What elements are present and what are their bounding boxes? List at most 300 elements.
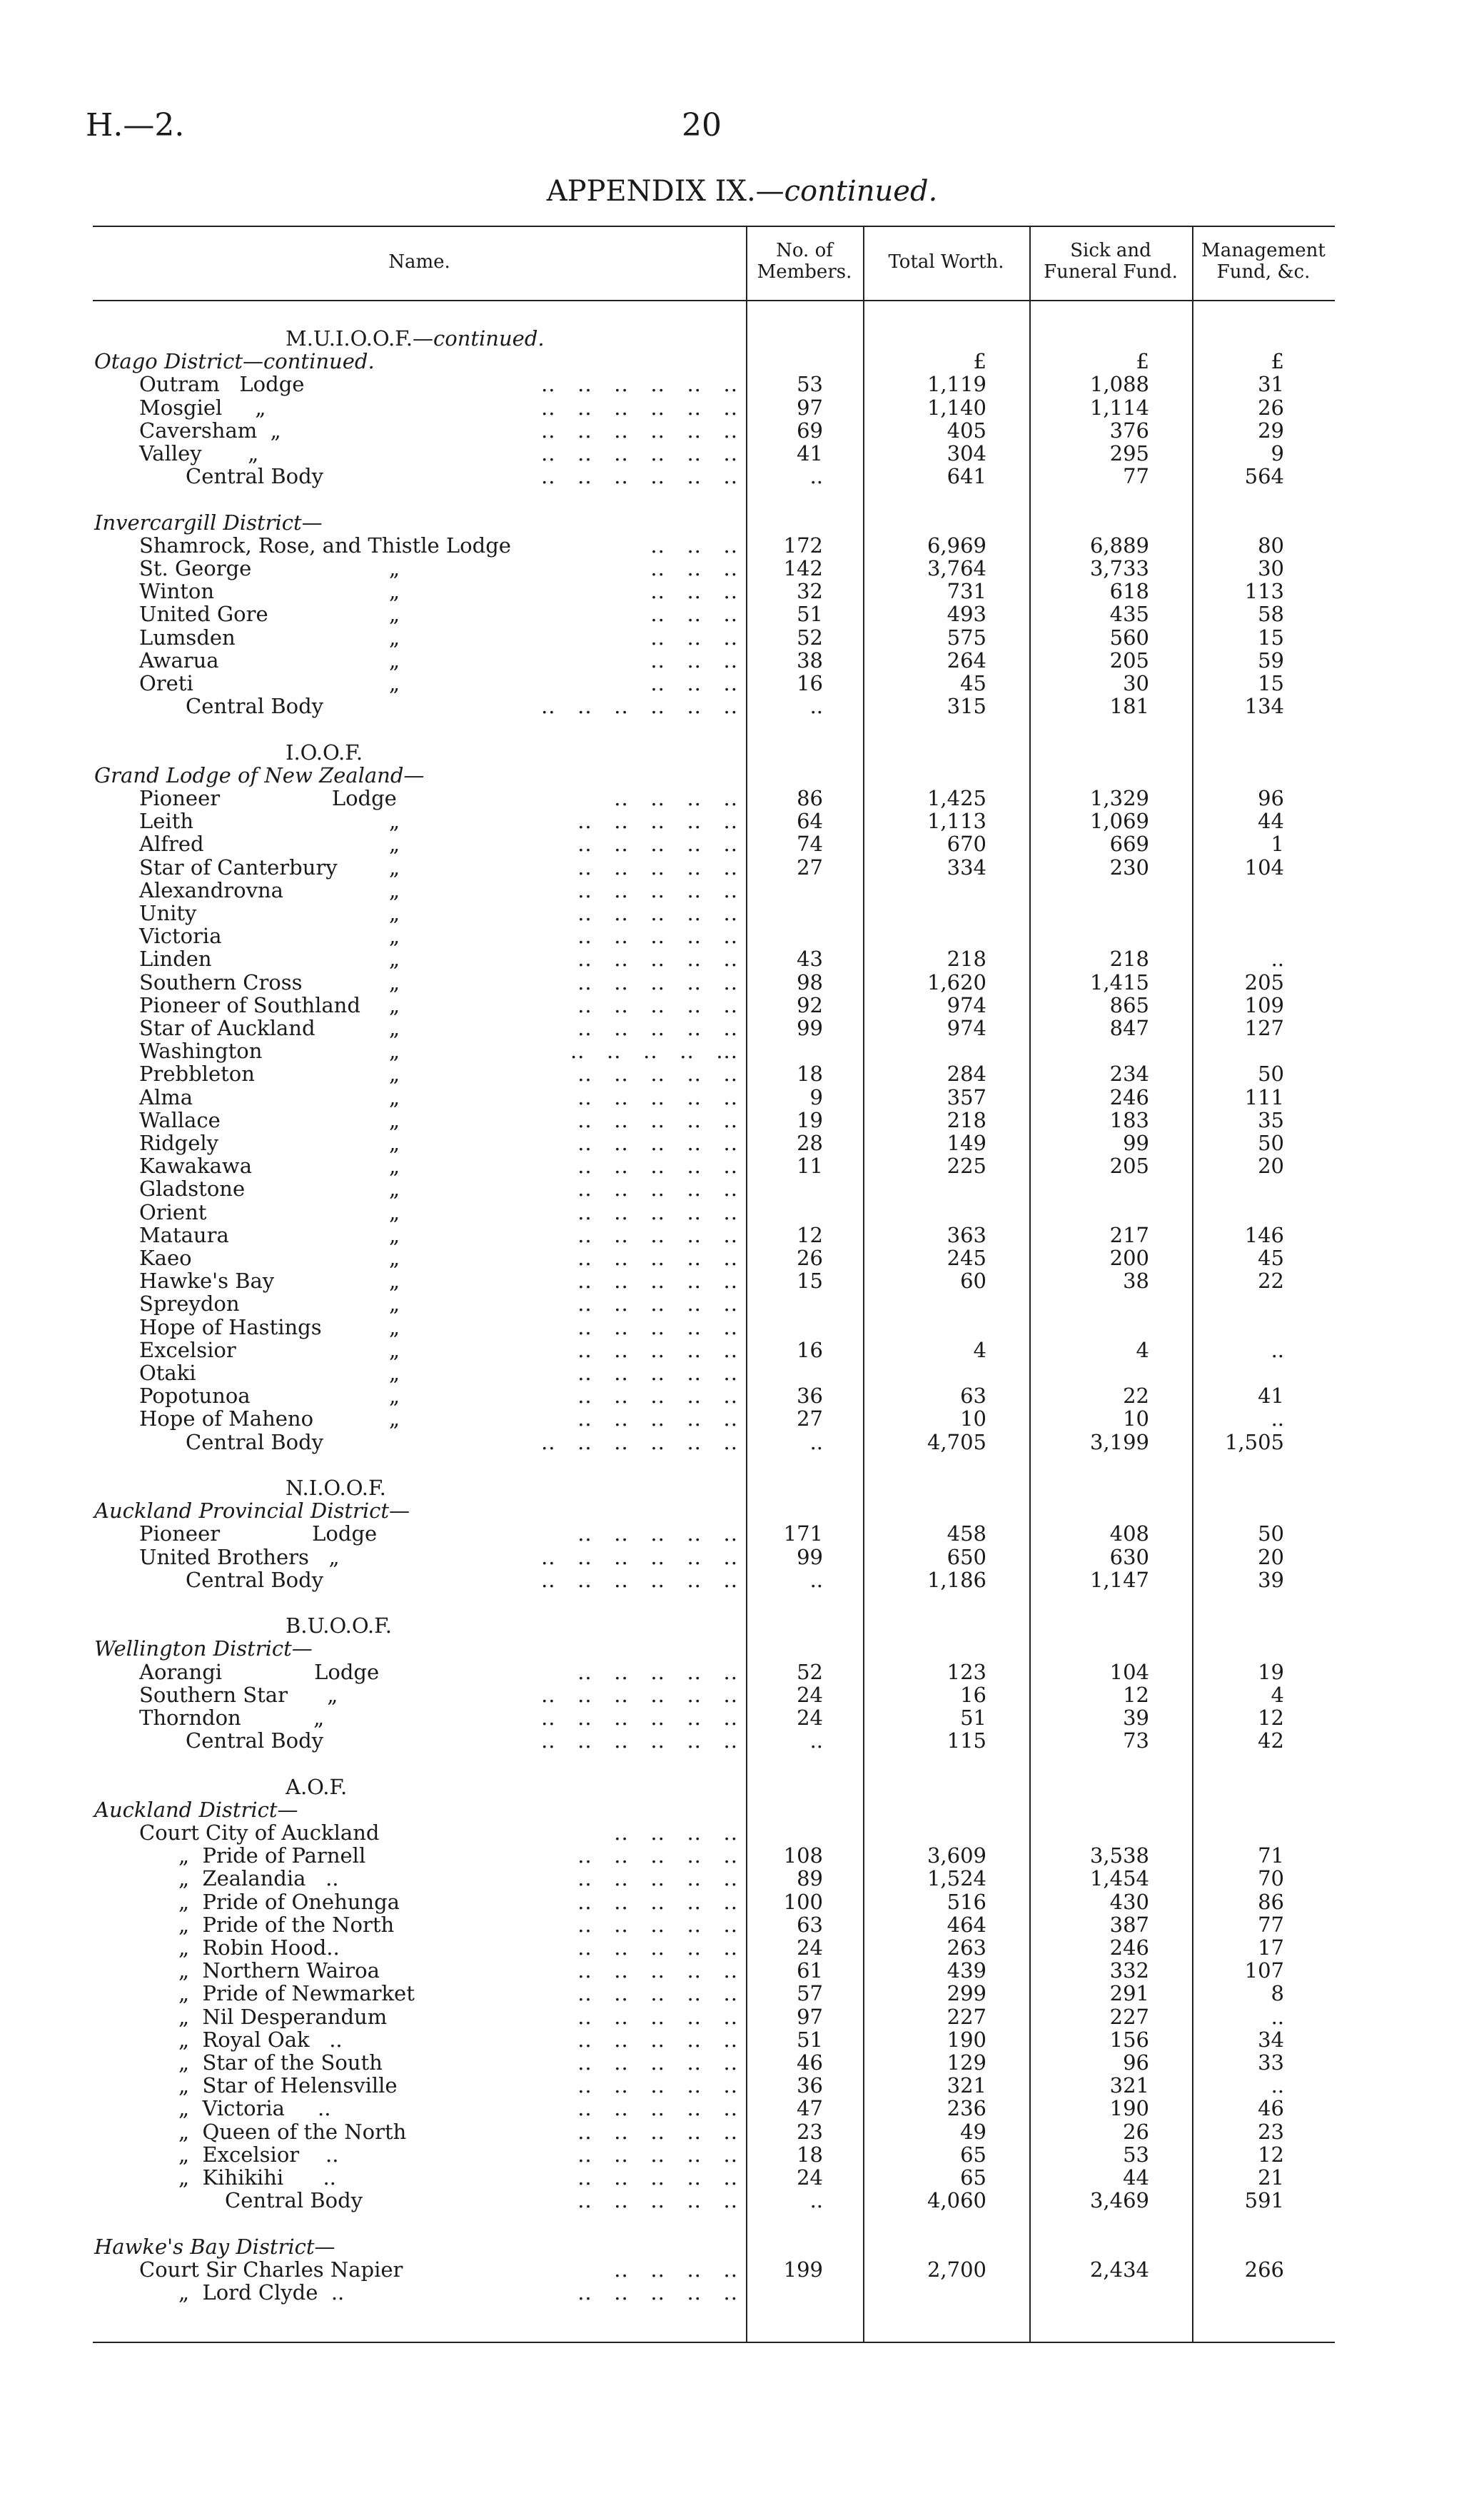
- total-worth-cell: 115: [947, 1728, 986, 1753]
- management-fund-cell: 146: [1244, 1223, 1284, 1247]
- leader-dots: .. .. .. .. ..: [577, 1154, 738, 1178]
- lodge-name-text: Mataura: [139, 1223, 229, 1247]
- leader-dots: .. .. .. .. ..: [577, 1131, 738, 1155]
- members-cell: 38: [797, 648, 823, 673]
- district-name-text: Wellington District—: [94, 1636, 313, 1661]
- lodge-name: [186, 465, 323, 488]
- lodge-name-text: „ Pride of Parnell: [178, 1843, 366, 1868]
- table-row: [0, 1247, 1484, 1269]
- district-name: [94, 1499, 410, 1522]
- table-row: [0, 1522, 1484, 1545]
- table-row: [0, 994, 1484, 1017]
- table-row: [0, 2028, 1484, 2051]
- district-name: [94, 2235, 335, 2258]
- lodge-name: [139, 1661, 379, 1683]
- leader-dots: .. .. .. .. ..: [577, 1958, 738, 1983]
- society-heading: [0, 1476, 1484, 1499]
- management-fund-cell: 23: [1258, 2120, 1284, 2144]
- table-row: [0, 672, 1484, 695]
- sick-fund-cell: 190: [1109, 2096, 1149, 2120]
- leader-dots: .. .. .. .. ..: [577, 1338, 738, 1362]
- total-worth-cell: 264: [947, 648, 986, 673]
- ditto-mark: „: [389, 1338, 400, 1362]
- table-row: [0, 1706, 1484, 1729]
- lodge-name: [139, 534, 511, 557]
- appendix-title-continued: continued.: [784, 175, 938, 208]
- leader-dots: .. .. .. .. ..: [577, 901, 738, 925]
- lodge-name-text: Hope of Maheno: [139, 1406, 314, 1431]
- district-name: [94, 1798, 298, 1821]
- leader-dots: .. .. .. .. ..: [577, 1521, 738, 1546]
- lodge-name-text: Linden: [139, 947, 212, 971]
- table-row: [0, 787, 1484, 810]
- district-heading: [0, 1499, 1484, 1522]
- table-row: [0, 2074, 1484, 2097]
- management-fund-cell: 34: [1258, 2028, 1284, 2052]
- sick-fund-cell: 3,538: [1089, 1843, 1149, 1868]
- total-worth-cell: 65: [960, 2142, 986, 2167]
- total-worth-cell: 245: [947, 1246, 986, 1270]
- leader-dots: .. .. .. .. ..: [577, 1108, 738, 1132]
- leader-dots: .. .. .. .. .. ..: [541, 418, 738, 443]
- ditto-mark: „: [389, 993, 400, 1017]
- sick-fund-cell: 205: [1109, 648, 1149, 673]
- lodge-name: [139, 1017, 316, 1039]
- members-cell: 100: [783, 1890, 823, 1914]
- members-cell: 64: [797, 809, 823, 833]
- leader-dots: .. .. .. .. ..: [577, 2005, 738, 2029]
- table-row: [0, 1086, 1484, 1109]
- column-header-management: [1192, 240, 1335, 283]
- sick-fund-cell: 3,469: [1089, 2188, 1149, 2212]
- members-cell: 26: [797, 1246, 823, 1270]
- lodge-name-text: „ Star of the South: [178, 2050, 383, 2075]
- table-row: [0, 1109, 1484, 1132]
- lodge-name-text: Winton: [139, 579, 215, 603]
- lodge-name: [178, 2143, 338, 2166]
- leader-dots: .. .. .. .. ..: [577, 1660, 738, 1684]
- ditto-mark: „: [389, 947, 400, 971]
- members-cell: 24: [797, 1683, 823, 1707]
- lodge-name-text: Court City of Auckland: [139, 1820, 380, 1845]
- total-worth-cell: 51: [960, 1706, 986, 1730]
- members-cell: 53: [797, 372, 823, 396]
- leader-dots: .. .. .. .. ..: [577, 1200, 738, 1224]
- table-row: [0, 1959, 1484, 1982]
- society-name-text: I.O.O.F.: [286, 740, 363, 765]
- sick-fund-cell: 12: [1123, 1683, 1149, 1707]
- central-body-row: [0, 1431, 1484, 1454]
- table-row: [0, 947, 1484, 970]
- district-heading: [0, 350, 1484, 373]
- table-row: [0, 856, 1484, 879]
- members-cell: 43: [797, 947, 823, 971]
- members-cell: 89: [797, 1866, 823, 1890]
- sick-fund-cell: 104: [1109, 1660, 1149, 1684]
- lodge-name: [186, 1568, 323, 1591]
- ditto-mark: „: [389, 901, 400, 925]
- table-row: [0, 1017, 1484, 1039]
- table-row: [0, 1269, 1484, 1292]
- sick-fund-cell: 218: [1109, 947, 1149, 971]
- lodge-name: [139, 925, 222, 947]
- members-cell: 27: [797, 1406, 823, 1431]
- members-cell: 51: [797, 2028, 823, 2052]
- members-cell: 92: [797, 993, 823, 1017]
- total-worth-cell: 516: [947, 1890, 986, 1914]
- table-row: [0, 396, 1484, 419]
- leader-dots: .. .. .. .. ..: [577, 1406, 738, 1431]
- district-name: [94, 764, 424, 787]
- lodge-name: [139, 419, 281, 442]
- lodge-name: [139, 1132, 218, 1154]
- ditto-mark: „: [389, 1406, 400, 1431]
- table-row: [0, 2258, 1484, 2281]
- sick-fund-cell: 6,889: [1089, 533, 1149, 558]
- table-row: [0, 1224, 1484, 1247]
- total-worth-cell: 60: [960, 1269, 986, 1293]
- table-row: [0, 1913, 1484, 1936]
- management-fund-cell: 564: [1244, 464, 1284, 488]
- sick-fund-cell: 30: [1123, 671, 1149, 695]
- management-fund-cell: ..: [1271, 947, 1284, 971]
- lodge-name-text: Outram Lodge: [139, 372, 305, 396]
- ditto-mark: „: [389, 1361, 400, 1385]
- lodge-name: [139, 1292, 240, 1315]
- leader-dots: .. .. ..: [650, 579, 738, 603]
- lodge-name: [178, 2028, 343, 2051]
- management-fund-cell: 15: [1258, 671, 1284, 695]
- members-cell: 23: [797, 2120, 823, 2144]
- sick-fund-cell: 22: [1123, 1384, 1149, 1408]
- leader-dots: .. .. .. .. ..: [577, 1223, 738, 1247]
- society-name: [286, 327, 545, 350]
- lodge-name-text: Southern Star „: [139, 1683, 338, 1707]
- management-fund-cell: 19: [1258, 1660, 1284, 1684]
- members-cell: 171: [783, 1521, 823, 1546]
- lodge-name: [178, 1959, 380, 1982]
- leader-dots: .. .. .. .. ..: [577, 1315, 738, 1339]
- leader-dots: .. .. .. .. ..: [577, 1361, 738, 1385]
- total-worth-cell: 218: [947, 947, 986, 971]
- ditto-mark: „: [389, 1085, 400, 1109]
- management-fund-cell: 70: [1258, 1866, 1284, 1890]
- lodge-name: [139, 373, 304, 396]
- ditto-mark: „: [389, 671, 400, 695]
- ditto-mark: „: [389, 1039, 400, 1063]
- lodge-name: [139, 1361, 196, 1384]
- leader-dots: .. .. .. .. ..: [577, 1062, 738, 1086]
- sick-fund-cell: 1,147: [1089, 1568, 1149, 1592]
- ditto-mark: „: [389, 1062, 400, 1086]
- total-worth-cell: 974: [947, 1016, 986, 1040]
- members-cell: ..: [809, 2188, 823, 2212]
- sick-fund-cell: 630: [1109, 1545, 1149, 1569]
- management-fund-cell: 4: [1271, 1683, 1284, 1707]
- sick-fund-cell: 205: [1109, 1154, 1149, 1178]
- total-worth-cell: 4: [973, 1338, 986, 1362]
- lodge-name: [139, 1154, 252, 1177]
- members-cell: 108: [783, 1843, 823, 1868]
- table-bottom-rule: [93, 2342, 1335, 2343]
- sick-fund-cell: 669: [1109, 832, 1149, 856]
- table-row: [0, 1867, 1484, 1890]
- total-worth-cell: 299: [947, 1981, 986, 2005]
- total-worth-cell: 45: [960, 671, 986, 695]
- ditto-mark: „: [389, 855, 400, 880]
- lodge-name-text: Otaki: [139, 1361, 196, 1385]
- management-fund-cell: 8: [1271, 1981, 1284, 2005]
- ditto-mark: „: [389, 809, 400, 833]
- sick-fund-cell: 3,733: [1089, 556, 1149, 580]
- management-fund-cell: 29: [1258, 418, 1284, 443]
- sick-fund-cell: £: [1136, 349, 1149, 373]
- total-worth-cell: 650: [947, 1545, 986, 1569]
- members-cell: 18: [797, 1062, 823, 1086]
- total-worth-cell: 2,700: [927, 2257, 986, 2282]
- society-name-text: A.O.F.: [286, 1775, 348, 1799]
- column-header-total-worth-text: Total Worth.: [888, 251, 1004, 273]
- management-fund-cell: 17: [1258, 1935, 1284, 1960]
- lodge-name-text: Central Body: [186, 1728, 324, 1753]
- leader-dots: .. .. .. .. .. ..: [541, 441, 738, 465]
- sick-fund-cell: 1,415: [1089, 970, 1149, 994]
- management-fund-cell: 96: [1258, 786, 1284, 810]
- lodge-name: [139, 603, 268, 625]
- lodge-name: [139, 649, 219, 672]
- management-fund-cell: 12: [1258, 2142, 1284, 2167]
- management-fund-cell: 127: [1244, 1016, 1284, 1040]
- management-fund-cell: 107: [1244, 1958, 1284, 1983]
- sick-fund-cell: 10: [1123, 1406, 1149, 1431]
- management-fund-cell: 30: [1258, 556, 1284, 580]
- leader-dots: .. .. .. .. ..: [577, 1177, 738, 1201]
- lodge-name: [139, 1201, 206, 1224]
- lodge-name-text: Kaeo: [139, 1246, 192, 1270]
- management-fund-cell: 20: [1258, 1545, 1284, 1569]
- district-name-text: Auckland District—: [94, 1798, 298, 1822]
- table-top-rule: [93, 226, 1335, 227]
- sick-fund-cell: 227: [1109, 2005, 1149, 2029]
- ditto-mark: „: [389, 1315, 400, 1339]
- central-body-row: [0, 1568, 1484, 1591]
- society-name-text: B.U.O.O.F.: [286, 1613, 392, 1638]
- members-cell: 52: [797, 625, 823, 650]
- members-cell: 63: [797, 1913, 823, 1937]
- lodge-name: [186, 695, 323, 717]
- ditto-mark: „: [389, 832, 400, 856]
- sick-fund-cell: 387: [1109, 1913, 1149, 1937]
- management-fund-cell: 35: [1258, 1108, 1284, 1132]
- leader-dots: .. .. .. .. .. ..: [541, 396, 738, 420]
- lodge-name-text: Southern Cross: [139, 970, 303, 994]
- district-name-text: Auckland Provincial District—: [94, 1499, 410, 1523]
- sick-fund-cell: 99: [1123, 1131, 1149, 1155]
- table-row: [0, 1201, 1484, 1224]
- sick-fund-cell: 200: [1109, 1246, 1149, 1270]
- lodge-name: [139, 672, 193, 695]
- management-fund-cell: 205: [1244, 970, 1284, 994]
- lodge-name: [139, 1384, 251, 1407]
- members-cell: ..: [809, 1430, 823, 1454]
- management-fund-cell: 15: [1258, 625, 1284, 650]
- leader-dots: .. .. .. .. ..: [577, 2142, 738, 2167]
- lodge-name-text: Excelsior: [139, 1338, 236, 1362]
- leader-dots: .. .. .. .. ..: [577, 2120, 738, 2144]
- members-cell: 47: [797, 2096, 823, 2120]
- lodge-name: [139, 832, 204, 855]
- leader-dots: .. .. .. .. ..: [577, 1913, 738, 1937]
- total-worth-cell: 1,140: [927, 396, 986, 420]
- total-worth-cell: 65: [960, 2165, 986, 2190]
- leader-dots: .. .. .. .. ..: [577, 1890, 738, 1914]
- total-worth-cell: 357: [947, 1085, 986, 1109]
- lodge-name-text: „ Zealandia ..: [178, 1866, 339, 1890]
- leader-dots: .. .. .. .. ..: [577, 2165, 738, 2190]
- lodge-name-text: Victoria: [139, 924, 222, 948]
- members-cell: 172: [783, 533, 823, 558]
- lodge-name: [178, 1844, 365, 1867]
- leader-dots: .. .. .. .. .. ..: [541, 372, 738, 396]
- total-worth-cell: 4,705: [927, 1430, 986, 1454]
- sick-fund-cell: 2,434: [1089, 2257, 1149, 2282]
- appendix-title: [0, 175, 1484, 208]
- lodge-name: [178, 2005, 387, 2028]
- members-cell: 12: [797, 1223, 823, 1247]
- lodge-name: [178, 1890, 400, 1913]
- table-row: [0, 1683, 1484, 1706]
- lodge-name: [139, 971, 303, 994]
- members-cell: 24: [797, 1706, 823, 1730]
- table-row: [0, 832, 1484, 855]
- members-cell: 97: [797, 2005, 823, 2029]
- table-row: [0, 1844, 1484, 1867]
- lodge-name-text: Prebbleton: [139, 1062, 255, 1086]
- sick-fund-cell: 376: [1109, 418, 1149, 443]
- members-cell: 11: [797, 1154, 823, 1178]
- leader-dots: .. .. .. .. ..: [577, 832, 738, 856]
- society-name: [286, 741, 363, 764]
- lodge-name-text: Central Body: [186, 694, 324, 718]
- lodge-name-text: Ridgely: [139, 1131, 219, 1155]
- table-row: [0, 1339, 1484, 1361]
- leader-dots: .. .. .. .. ..: [577, 1085, 738, 1109]
- ditto-mark: „: [389, 556, 400, 580]
- members-cell: 74: [797, 832, 823, 856]
- lodge-name: [139, 1086, 193, 1109]
- district-name: [94, 511, 323, 534]
- total-worth-cell: 49: [960, 2120, 986, 2144]
- table-row: [0, 1316, 1484, 1339]
- lodge-name: [139, 787, 397, 810]
- leader-dots: .. .. .. .. .. ..: [541, 464, 738, 488]
- column-header-members: [746, 240, 863, 283]
- column-header-members-line2: Members.: [757, 261, 852, 283]
- members-cell: 19: [797, 1108, 823, 1132]
- lodge-name-text: „ Lord Clyde ..: [178, 2280, 345, 2305]
- leader-dots: .. .. .. .. .. ..: [541, 1430, 738, 1454]
- management-fund-cell: 41: [1258, 1384, 1284, 1408]
- leader-dots: .. .. .. .. ..: [577, 924, 738, 948]
- table-head-rule: [93, 300, 1335, 301]
- lodge-name: [139, 1039, 262, 1062]
- ditto-mark: „: [389, 1108, 400, 1132]
- lodge-name-text: „ Pride of Onehunga: [178, 1890, 400, 1914]
- management-fund-cell: 134: [1244, 694, 1284, 718]
- table-row: [0, 1154, 1484, 1177]
- lodge-name-text: St. George: [139, 556, 252, 580]
- members-cell: 61: [797, 1958, 823, 1983]
- leader-dots: .. .. .. .. ...: [570, 1039, 738, 1063]
- leader-dots: .. .. .. ..: [614, 2257, 738, 2282]
- table-row: [0, 1821, 1484, 1844]
- sick-fund-cell: 408: [1109, 1521, 1149, 1546]
- total-worth-cell: 731: [947, 579, 986, 603]
- total-worth-cell: 129: [947, 2050, 986, 2075]
- lodge-name-text: Star of Canterbury: [139, 855, 338, 880]
- total-worth-cell: 3,609: [927, 1843, 986, 1868]
- members-cell: 142: [783, 556, 823, 580]
- lodge-name: [139, 1224, 229, 1247]
- column-header-sick-funeral: [1029, 240, 1192, 283]
- lodge-name: [178, 1982, 415, 2005]
- management-fund-cell: 33: [1258, 2050, 1284, 2075]
- central-body-row: [0, 1729, 1484, 1752]
- lodge-name-text: Mosgiel „: [139, 396, 266, 420]
- management-fund-cell: 266: [1244, 2257, 1284, 2282]
- central-body-row: [0, 695, 1484, 717]
- table-row: [0, 2281, 1484, 2304]
- management-fund-cell: 591: [1244, 2188, 1284, 2212]
- members-cell: 28: [797, 1131, 823, 1155]
- district-name: [94, 1637, 313, 1660]
- management-fund-cell: 86: [1258, 1890, 1284, 1914]
- district-heading: [0, 2235, 1484, 2258]
- total-worth-cell: 63: [960, 1384, 986, 1408]
- district-name-text: Otago District—continued.: [94, 349, 375, 373]
- sick-fund-cell: 96: [1123, 2050, 1149, 2075]
- sick-fund-cell: 332: [1109, 1958, 1149, 1983]
- total-worth-cell: 284: [947, 1062, 986, 1086]
- table-row: [0, 1361, 1484, 1384]
- central-body-row: [0, 2189, 1484, 2212]
- management-fund-cell: ..: [1271, 2005, 1284, 2029]
- table-row: [0, 373, 1484, 396]
- sick-fund-cell: 4: [1136, 1338, 1149, 1362]
- table-row: [0, 2097, 1484, 2120]
- lodge-name-text: Washington: [139, 1039, 263, 1063]
- members-cell: ..: [809, 464, 823, 488]
- ditto-mark: „: [389, 1223, 400, 1247]
- management-fund-cell: 109: [1244, 993, 1284, 1017]
- lodge-name: [139, 442, 258, 465]
- total-worth-cell: 1,113: [927, 809, 986, 833]
- leader-dots: .. .. ..: [650, 556, 738, 580]
- lodge-name: [139, 1062, 255, 1085]
- management-fund-cell: 20: [1258, 1154, 1284, 1178]
- table-row: [0, 2051, 1484, 2074]
- lodge-name: [139, 1269, 274, 1292]
- lodge-name-text: Caversham „: [139, 418, 281, 443]
- ditto-mark: „: [389, 1131, 400, 1155]
- table-row: [0, 626, 1484, 649]
- column-header-members-line1: No. of: [776, 240, 833, 261]
- management-fund-cell: 111: [1244, 1085, 1284, 1109]
- lodge-name-text: Unity: [139, 901, 197, 925]
- lodge-name: [139, 580, 214, 603]
- ditto-mark: „: [389, 579, 400, 603]
- ditto-mark: „: [389, 1177, 400, 1201]
